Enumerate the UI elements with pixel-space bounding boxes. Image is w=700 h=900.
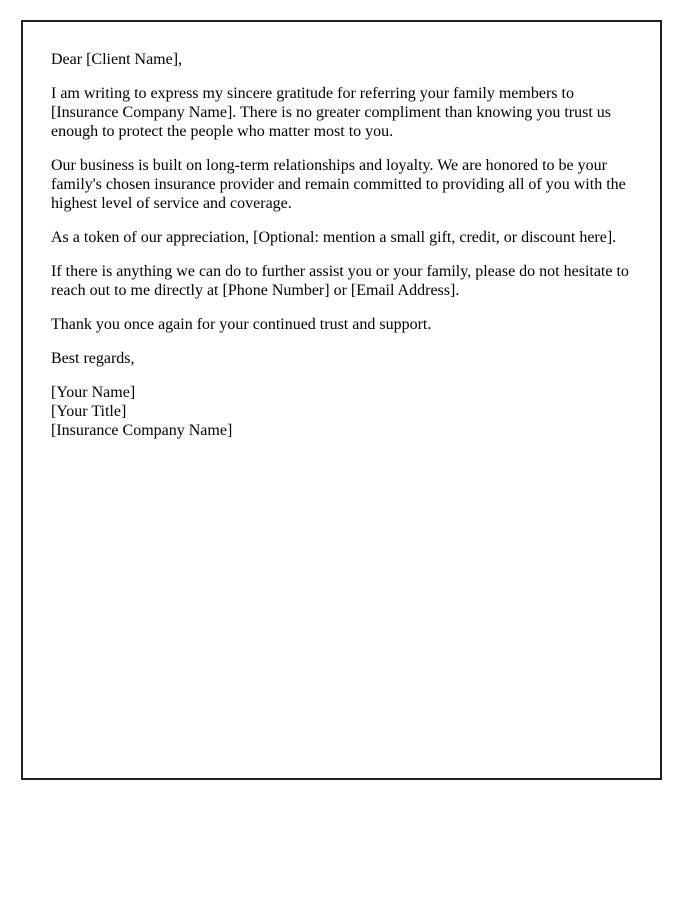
paragraph-thanks: Thank you once again for your continued trust and support. bbox=[51, 316, 432, 333]
paragraph-appreciation-token: As a token of our appreciation, [Optional: mention a small gift, credit, or discount here]. bbox=[51, 229, 617, 246]
signature-name: [Your Name] bbox=[51, 384, 136, 401]
signature-block bbox=[51, 383, 630, 440]
signature-company: [Insurance Company Name] bbox=[51, 422, 233, 439]
paragraph-contact-offer: If there is anything we can do to further assist you or your family, please do not hesitate to reach out to me directly at [Phone Number] or [Email Address]. bbox=[51, 263, 629, 299]
closing: Best regards, bbox=[51, 350, 135, 367]
signature-title: [Your Title] bbox=[51, 403, 127, 420]
paragraph-gratitude: I am writing to express my sincere gratitude for referring your family members to [Insurance Company Name]. There is no greater compliment than knowing you trust us enough to protect the people who matter most to you. bbox=[51, 85, 612, 140]
paragraph-loyalty: Our business is built on long-term relationships and loyalty. We are honored to be your family's chosen insurance provider and remain committed to providing all of you with the highest level of service and coverage. bbox=[51, 157, 626, 212]
letter-page bbox=[21, 20, 662, 780]
salutation: Dear [Client Name], bbox=[51, 51, 183, 68]
